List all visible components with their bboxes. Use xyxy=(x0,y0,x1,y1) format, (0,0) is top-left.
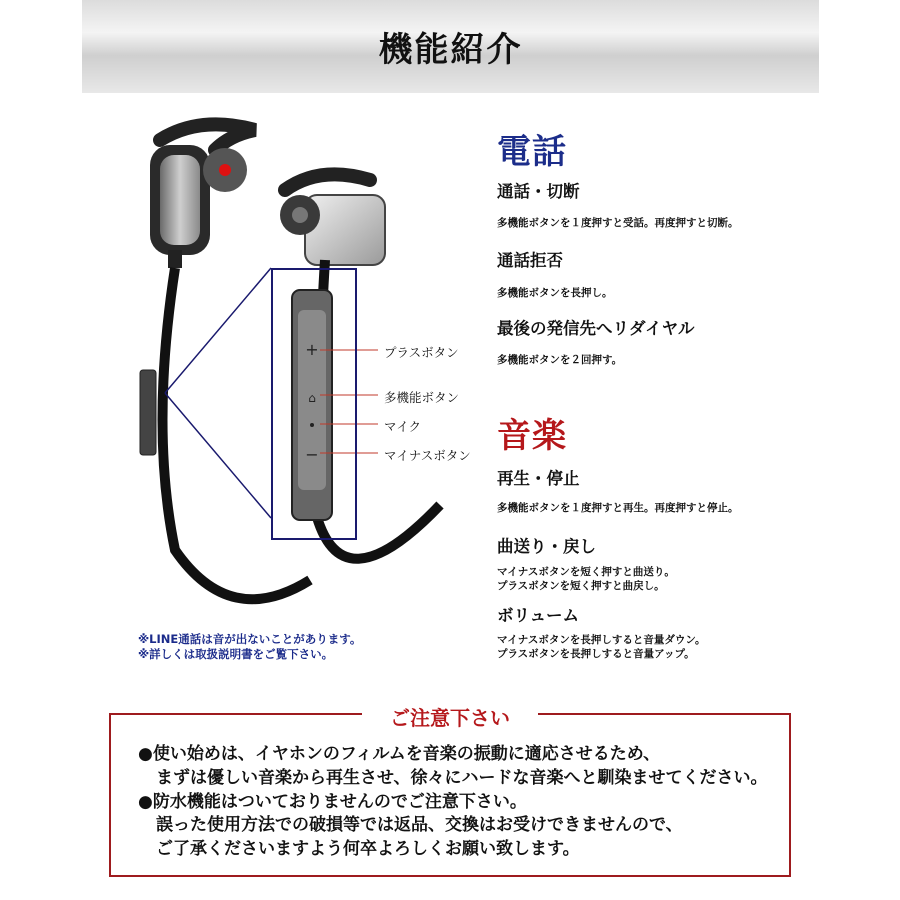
caution-title: ご注意下さい xyxy=(362,702,538,731)
phone-item-desc: 多機能ボタンを長押し。 xyxy=(497,287,613,299)
phone-item-desc: 多機能ボタンを１度押すと受話。再度押すと切断。 xyxy=(497,217,739,229)
caution-line: ご了承くださいますよう何卒よろしくお願い致します。 xyxy=(156,839,580,859)
page-title: 機能紹介 xyxy=(378,30,523,70)
multi-button-label: 多機能ボタン xyxy=(384,390,460,405)
svg-text:⌂: ⌂ xyxy=(308,391,316,405)
phone-section-title: 電話 xyxy=(497,132,567,172)
header-banner xyxy=(82,0,819,93)
mic-label: マイク xyxy=(384,419,422,434)
phone-item-head: 通話・切断 xyxy=(497,182,580,201)
minus-button-label: マイナスボタン xyxy=(384,448,471,463)
phone-item-desc: 多機能ボタンを２回押す。 xyxy=(497,354,623,366)
note-line: ※詳しくは取扱説明書をご覧下さい。 xyxy=(138,647,334,661)
desc-line: プラスボタンを長押しすると音量アップ。 xyxy=(497,648,695,660)
plus-button-label: プラスボタン xyxy=(384,345,459,360)
caution-line: ●防水機能はついておりませんのでご注意下さい。 xyxy=(138,792,527,812)
notes xyxy=(138,632,361,662)
caution-line: まずは優しい音楽から再生させ、徐々にハードな音楽へと馴染ませてください。 xyxy=(156,768,768,788)
music-item-head: 曲送り・戻し xyxy=(497,537,596,556)
phone-item-head: 通話拒否 xyxy=(497,251,563,270)
music-item-desc xyxy=(497,633,706,661)
caution-line: ●使い始めは、イヤホンのフィルムを音楽の振動に適応させるため、 xyxy=(138,744,661,764)
note-line: ※LINE通話は音が出ないことがあります。 xyxy=(138,632,362,646)
remote-highlight-box xyxy=(271,268,357,540)
svg-text:+: + xyxy=(305,340,319,359)
svg-text:−: − xyxy=(305,445,319,464)
desc-line: マイナスボタンを短く押すと曲送り。 xyxy=(497,566,675,578)
music-item-head: 再生・停止 xyxy=(497,469,580,488)
caution-line: 誤った使用方法での破損等では返品、交換はお受けできませんので、 xyxy=(156,815,683,835)
music-section-title: 音楽 xyxy=(497,416,567,456)
desc-line: プラスボタンを短く押すと曲戻し。 xyxy=(497,580,665,592)
music-item-head: ボリューム xyxy=(497,606,580,625)
desc-line: マイナスボタンを長押しすると音量ダウン。 xyxy=(497,634,706,646)
music-item-desc xyxy=(497,565,675,593)
music-item-desc: 多機能ボタンを１度押すと再生。再度押すと停止。 xyxy=(497,502,739,514)
phone-item-head: 最後の発信先へリダイヤル xyxy=(497,319,695,338)
